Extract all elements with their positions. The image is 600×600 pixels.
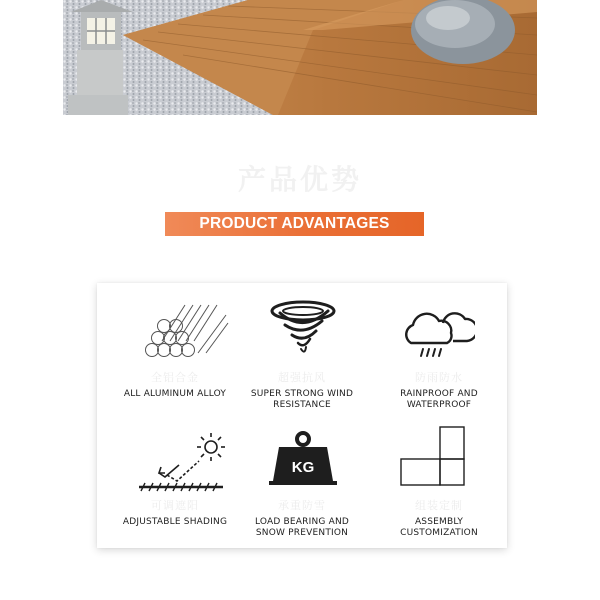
product-advantages-banner: PRODUCT ADVANTAGES <box>165 212 424 236</box>
feature-label: RAINPROOF AND WATERPROOF <box>400 389 478 410</box>
kg-weight-icon <box>267 431 339 489</box>
feature-ghost-text: 防雨防水 <box>415 372 463 384</box>
feature-ghost-text: 组装定制 <box>415 500 463 512</box>
tornado-icon <box>270 299 336 359</box>
feature-label: LOAD BEARING AND SNOW PREVENTION <box>254 517 350 538</box>
sun-shading-icon <box>131 431 227 493</box>
feature-ghost-text: 全铝合金 <box>151 372 199 384</box>
rain-cloud-icon <box>403 303 475 361</box>
aluminum-pipes-icon <box>140 301 230 361</box>
section-faint-title: 产品优势 <box>237 163 362 196</box>
feature-ghost-text: 可调遮阳 <box>151 500 199 512</box>
feature-ghost-text: 超强抗风 <box>278 372 326 384</box>
advantages-card <box>97 283 507 548</box>
feature-ghost-text: 承重防雪 <box>278 500 326 512</box>
hero-image <box>63 0 537 115</box>
assembly-blocks-icon <box>399 425 469 489</box>
svg-text:KG: KG <box>291 459 315 476</box>
feature-label: ASSEMBLY CUSTOMIZATION <box>400 517 478 538</box>
feature-label: ALL ALUMINUM ALLOY <box>123 389 227 399</box>
feature-label: SUPER STRONG WIND RESISTANCE <box>250 389 354 410</box>
feature-label: ADJUSTABLE SHADING <box>122 517 228 527</box>
